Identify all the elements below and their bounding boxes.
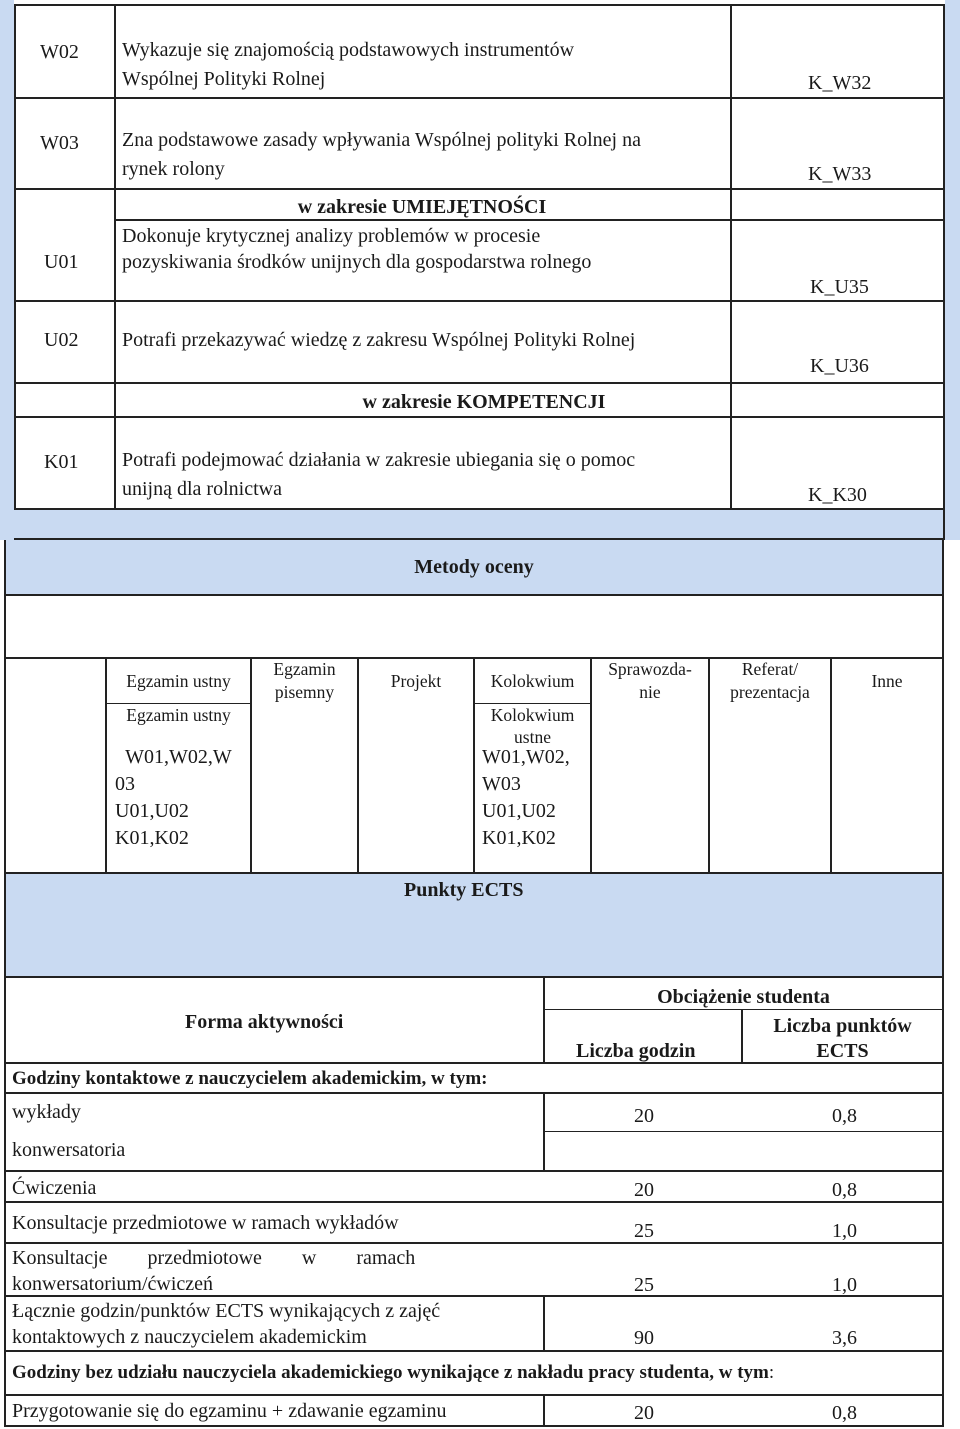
outcome-text: pozyskiwania środków unijnych dla gospodarstwa rolnego xyxy=(122,251,592,273)
outcome-text: unijną dla rolnictwa xyxy=(122,478,282,500)
oral-colloquium-codes: W01,W02, xyxy=(482,746,570,768)
self-study-header-colon: : xyxy=(768,1362,775,1383)
method-header: prezentacja xyxy=(730,682,810,702)
activity-hours: 90 xyxy=(634,1327,654,1349)
outcome-ref: K_K30 xyxy=(808,484,867,506)
outcome-code: U02 xyxy=(44,329,79,351)
oral-exam-codes: K01,K02 xyxy=(115,827,189,849)
activity-label: Łącznie godzin/punktów ECTS wynikających z zajęć xyxy=(12,1300,441,1322)
method-header: Inne xyxy=(871,671,903,691)
ects-band xyxy=(4,874,944,977)
outcome-text: Wykazuje się znajomością podstawowych instrumentów xyxy=(122,39,575,61)
student-load-header: Obciążenie studenta xyxy=(657,986,830,1008)
activity-hours: 25 xyxy=(634,1220,654,1242)
activity-ects: 1,0 xyxy=(832,1220,857,1242)
methods-band xyxy=(4,540,944,595)
self-study-hours: 20 xyxy=(634,1402,654,1424)
outcome-ref: K_W32 xyxy=(808,72,872,94)
activity-hours: 25 xyxy=(634,1274,654,1296)
right-strip xyxy=(945,0,960,540)
outcome-text: Wspólnej Polityki Rolnej xyxy=(122,68,326,90)
self-study-label: Przygotowanie się do egzaminu + zdawanie egzaminu xyxy=(12,1400,447,1422)
hours-header: Liczba godzin xyxy=(576,1040,696,1062)
oral-colloquium-label: ustne xyxy=(514,727,551,747)
activity-label: kontaktowych z nauczycielem akademickim xyxy=(12,1326,367,1348)
outcome-text: Dokonuje krytycznej analizy problemów w procesie xyxy=(122,225,541,247)
activity-ects: 3,6 xyxy=(832,1327,857,1349)
competences-heading: w zakresie KOMPETENCJI xyxy=(362,391,606,413)
activity-ects: 0,8 xyxy=(832,1179,857,1201)
activity-label: Konsultacje przedmiotowe w ramach xyxy=(12,1247,416,1269)
oral-exam-codes: W01,W02,W xyxy=(125,746,232,768)
oral-colloquium-codes: W03 xyxy=(482,773,521,795)
contact-hours-header: Godziny kontaktowe z nauczycielem akademickim, w tym: xyxy=(12,1068,488,1089)
method-header: Sprawozda- xyxy=(608,659,692,679)
method-header: Referat/ xyxy=(741,659,799,679)
ects-header: ECTS xyxy=(816,1040,869,1062)
outcome-code: W03 xyxy=(40,132,79,154)
method-header: Projekt xyxy=(390,671,442,691)
self-study-ects: 0,8 xyxy=(832,1402,857,1424)
ects-header: Liczba punktów xyxy=(773,1015,912,1037)
oral-exam-codes: 03 xyxy=(115,773,135,795)
activity-ects: 1,0 xyxy=(832,1274,857,1296)
outcome-ref: K_U36 xyxy=(810,355,869,377)
outcome-text: Zna podstawowe zasady wpływania Wspólnej polityki Rolnej na xyxy=(122,129,641,151)
ects-heading: Punkty ECTS xyxy=(404,879,524,901)
outcome-ref: K_W33 xyxy=(808,163,872,185)
left-strip xyxy=(0,0,14,540)
self-study-header xyxy=(12,1359,774,1387)
method-header: nie xyxy=(639,682,661,702)
bottom-strip xyxy=(14,508,945,540)
activity-header: Forma aktywności xyxy=(185,1011,344,1033)
skills-heading: w zakresie UMIEJĘTNOŚCI xyxy=(297,196,547,218)
self-study-header-text: Godziny bez udziału nauczyciela akademickiego wynikające z nakładu pracy studenta, w tym xyxy=(12,1362,769,1383)
outcome-code: K01 xyxy=(44,451,79,473)
oral-exam-label: Egzamin ustny xyxy=(126,705,231,725)
outcome-text: rynek rolony xyxy=(122,158,225,180)
oral-colloquium-codes: K01,K02 xyxy=(482,827,556,849)
oral-colloquium-codes: U01,U02 xyxy=(482,800,556,822)
activity-label: wykłady xyxy=(12,1101,81,1123)
method-header: Egzamin xyxy=(273,659,336,679)
method-header: pisemny xyxy=(274,682,335,702)
outcome-text: Potrafi podejmować działania w zakresie ubiegania się o pomoc xyxy=(122,449,636,471)
method-header: Egzamin ustny xyxy=(126,671,231,691)
activity-ects: 0,8 xyxy=(832,1105,857,1127)
method-header: Kolokwium xyxy=(490,671,575,691)
oral-colloquium-label: Kolokwium xyxy=(490,705,575,725)
activity-label: Konsultacje przedmiotowe w ramach wykładów xyxy=(12,1212,399,1234)
activity-hours: 20 xyxy=(634,1179,654,1201)
activity-label: konwersatoria xyxy=(12,1139,126,1161)
activity-hours: 20 xyxy=(634,1105,654,1127)
methods-heading: Metody oceny xyxy=(414,556,534,578)
outcome-code: W02 xyxy=(40,41,79,63)
outcome-ref: K_U35 xyxy=(810,276,869,298)
activity-label: konwersatorium/ćwiczeń xyxy=(12,1273,214,1295)
outcome-code: U01 xyxy=(44,251,79,273)
oral-exam-codes: U01,U02 xyxy=(115,800,189,822)
outcome-text: Potrafi przekazywać wiedzę z zakresu Wspólnej Polityki Rolnej xyxy=(122,329,636,351)
activity-label: Ćwiczenia xyxy=(12,1177,97,1199)
